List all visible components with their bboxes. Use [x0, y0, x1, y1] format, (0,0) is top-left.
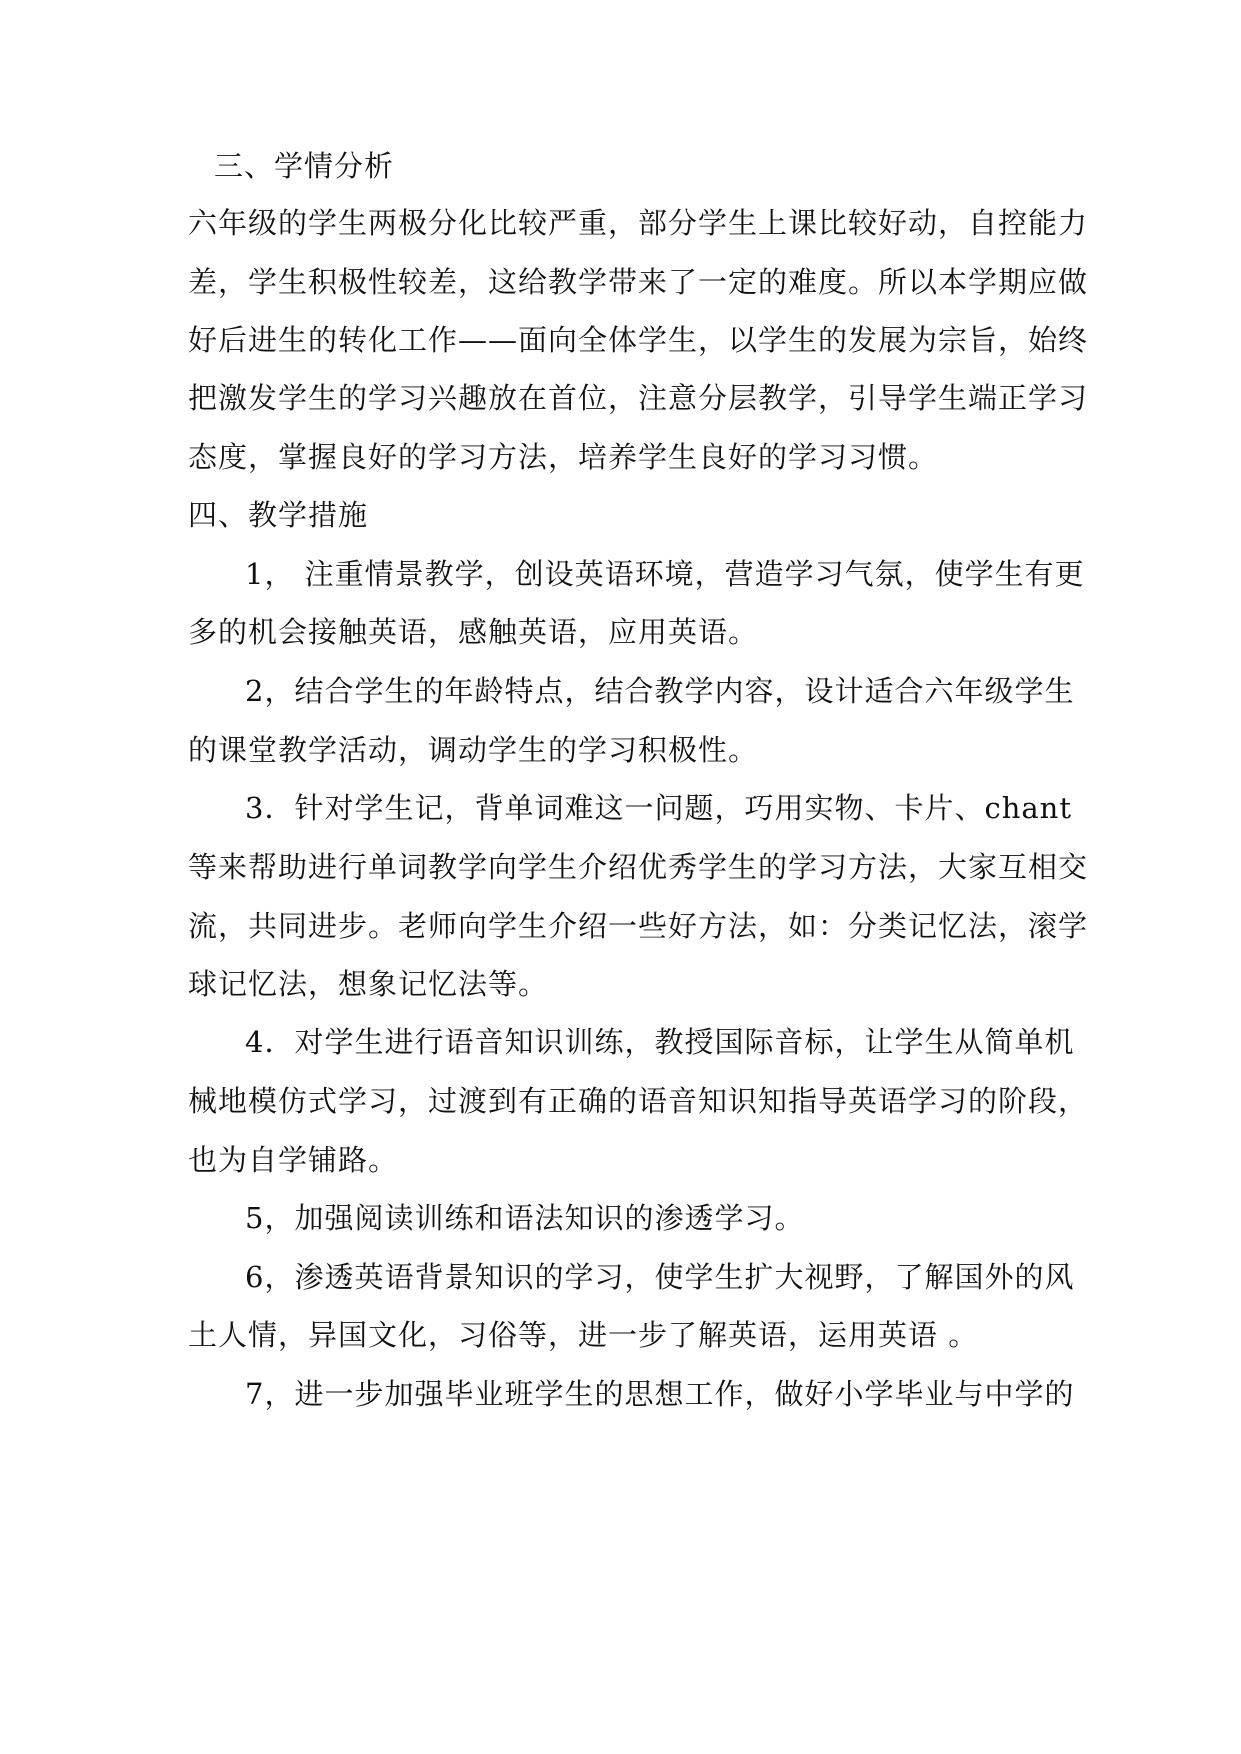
list-item-2-line-1: 2，结合学生的年龄特点，结合教学内容，设计适合六年级学生: [245, 674, 1075, 708]
list-item-1-line-1: 1， 注重情景教学，创设英语环境，营造学习气氛，使学生有更: [245, 557, 1085, 591]
list-item-6-line-2: 土人情，异国文化，习俗等，进一步了解英语，运用英语 。: [188, 1318, 979, 1352]
list-item-2-line-2: 的课堂教学活动，调动学生的学习积极性。: [188, 733, 759, 767]
paragraph-line: 差，学生积极性较差，这给教学带来了一定的难度。所以本学期应做: [188, 265, 1089, 299]
list-item-3-line-2: 等来帮助进行单词教学向学生介绍优秀学生的学习方法，大家互相交: [188, 850, 1089, 884]
list-item-3-line-3: 流，共同进步。老师向学生介绍一些好方法，如：分类记忆法，滚学: [188, 909, 1089, 943]
list-item-4-line-2: 械地模仿式学习，过渡到有正确的语音知识知指导英语学习的阶段，: [188, 1084, 1089, 1118]
paragraph-line: 把激发学生的学习兴趣放在首位，注意分层教学，引导学生端正学习: [188, 381, 1089, 415]
list-item-4-line-1: 4．对学生进行语音知识训练，教授国际音标，让学生从简单机: [245, 1025, 1075, 1059]
list-item-1-line-2: 多的机会接触英语，感触英语，应用英语。: [188, 615, 759, 649]
list-item-5-line-1: 5，加强阅读训练和语法知识的渗透学习。: [245, 1201, 805, 1235]
list-item-3-line-1: 3．针对学生记，背单词难这一问题，巧用实物、卡片、chant: [245, 791, 1072, 825]
paragraph-line: 好后进生的转化工作——面向全体学生，以学生的发展为宗旨，始终: [188, 323, 1089, 357]
list-item-7-line-1: 7，进一步加强毕业班学生的思想工作，做好小学毕业与中学的: [245, 1377, 1075, 1411]
list-item-6-line-1: 6，渗透英语背景知识的学习，使学生扩大视野，了解国外的风: [245, 1260, 1075, 1294]
list-item-4-line-3: 也为自学铺路。: [188, 1143, 399, 1177]
list-item-3-line-4: 球记忆法，想象记忆法等。: [188, 967, 549, 1001]
paragraph-line: 态度，掌握良好的学习方法，培养学生良好的学习习惯。: [188, 440, 939, 474]
section-heading-3: 三、学情分析: [214, 149, 395, 183]
paragraph-line: 六年级的学生两极分化比较严重，部分学生上课比较好动，自控能力: [188, 206, 1089, 240]
section-heading-4: 四、教学措施: [188, 498, 369, 532]
